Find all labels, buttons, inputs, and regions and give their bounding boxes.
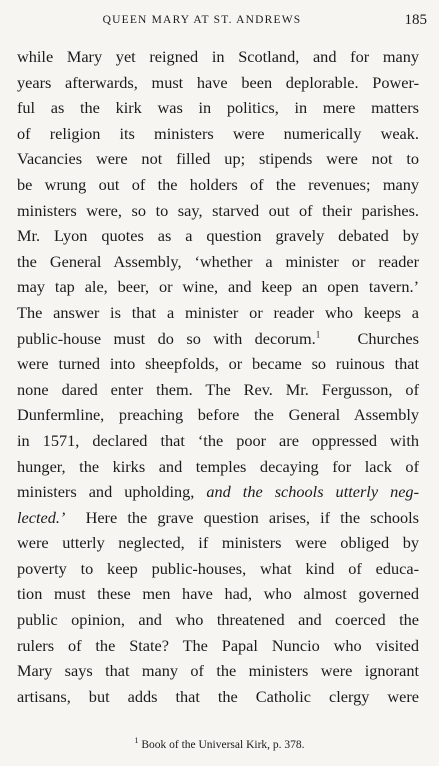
text-line: Vacancies were not filled up; stipends were not to <box>17 149 419 169</box>
text-line: were utterly neglected, if ministers were obliged by <box>17 533 419 553</box>
text-line: public opinion, and who threatened and coerced the <box>17 610 419 630</box>
text-line-with-footnote <box>17 326 419 352</box>
text-line: while Mary yet reigned in Scotland, and for many <box>17 47 419 66</box>
text-line: none dared enter them. The Rev. Mr. Fergusson, of <box>17 379 419 399</box>
footnote-reference: 1 <box>315 329 321 340</box>
text-line: ministers were, so to say, starved out of their parishes. <box>17 200 419 220</box>
text-line: ful as the kirk was in politics, in mere matters <box>17 98 419 118</box>
text-segment: Churches <box>357 328 419 348</box>
text-line-with-italic <box>17 479 419 505</box>
text-line: may tap ale, beer, or wine, and keep an open tavern.’ <box>17 277 419 297</box>
text-line: poverty to keep public-houses, what kind of educa- <box>17 558 419 578</box>
running-head <box>17 12 427 32</box>
text-line: Dunfermline, preaching before the General Assembly <box>17 405 419 425</box>
text-line-with-italic <box>17 505 419 531</box>
italic-quote: and the schools utterly neg- <box>206 482 419 502</box>
running-title: QUEEN MARY AT ST. ANDREWS <box>102 14 302 26</box>
text-line: years afterwards, must have been deplorable. Power- <box>17 72 419 92</box>
footnote <box>0 736 439 751</box>
text-segment: Here the grave question arises, if the schools <box>85 507 419 527</box>
text-segment: public-house must do so with decorum. <box>17 328 316 348</box>
footnote-text: Book of the Universal Kirk, p. 378. <box>141 738 305 751</box>
text-segment: ministers and upholding, <box>17 482 195 502</box>
text-line: artisans, but adds that the Catholic clergy were <box>17 686 419 706</box>
body-text <box>17 44 419 709</box>
text-line: in 1571, declared that ‘the poor are oppressed with <box>17 430 419 450</box>
text-line: be wrung out of the holders of the revenues; many <box>17 174 419 194</box>
text-line: rulers of the State? The Papal Nuncio who visited <box>17 635 419 655</box>
text-line: were turned into sheepfolds, or became so ruinous that <box>17 354 419 374</box>
text-line: Mr. Lyon quotes as a question gravely debated by <box>17 226 419 246</box>
page-number: 185 <box>404 12 427 28</box>
text-line: hunger, the kirks and temples decaying for lack of <box>17 456 419 476</box>
italic-quote: lected.’ <box>17 507 66 527</box>
text-line: The answer is that a minister or reader who keeps a <box>17 302 419 322</box>
text-line: of religion its ministers were numerically weak. <box>17 123 419 143</box>
text-line: the General Assembly, ‘whether a minister or reader <box>17 251 419 271</box>
footnote-marker: 1 <box>134 736 139 745</box>
text-line: tion must these men have had, who almost governed <box>17 584 419 604</box>
text-line: Mary says that many of the ministers were ignorant <box>17 661 419 681</box>
